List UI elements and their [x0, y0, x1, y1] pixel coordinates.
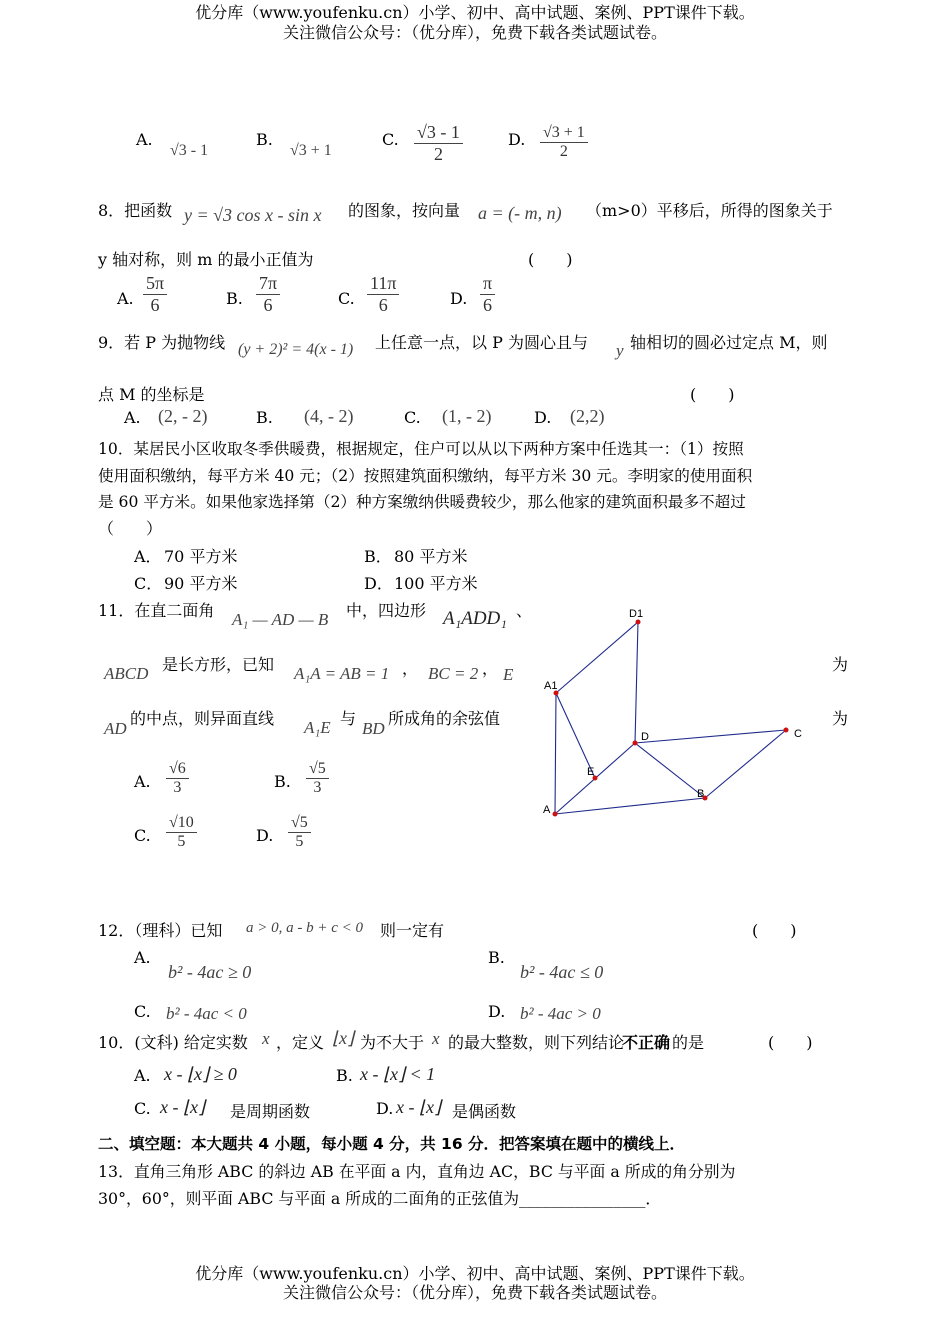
- q7-d-num: √3 + 1: [540, 124, 588, 143]
- q11-option-b-frac: [306, 760, 329, 797]
- q8-option-c-frac: [367, 273, 399, 316]
- q7-option-c-label: C.: [382, 130, 399, 149]
- q7-c-den: 2: [433, 144, 443, 164]
- q12-tail: 则一定有: [380, 921, 445, 940]
- q11-comma: 、: [516, 601, 533, 620]
- q10-answer-paren: （ ）: [98, 519, 163, 538]
- footer-line-1: 优分库（www.youfenku.cn）小学、初中、高中试题、案例、PPT课件下载。: [195, 1264, 755, 1283]
- q8-c-den: 6: [378, 295, 388, 315]
- edge-a1-a: [555, 693, 556, 814]
- q12-option-c-value: b² - 4ac < 0: [166, 1004, 247, 1023]
- q11-e: E: [503, 665, 514, 684]
- q11-option-a-label: A.: [134, 772, 151, 791]
- edge-d-c: [635, 730, 786, 743]
- q10w-bold: 不正确: [622, 1033, 671, 1052]
- q12-option-b-value: b² - 4ac ≤ 0: [520, 962, 604, 982]
- q7-option-b-expr: √3 + 1: [290, 142, 332, 159]
- q9-option-c-label: C.: [404, 408, 421, 427]
- q7-option-a-label: A.: [136, 130, 153, 149]
- section-2-title: 二、填空题：本大题共 4 小题，每小题 4 分，共 16 分．把答案填在题中的横线上．: [98, 1135, 686, 1153]
- q7-option-c-frac: [414, 122, 463, 165]
- q10w-option-a-label: A.: [134, 1066, 151, 1085]
- edge-d1-a1: [556, 622, 638, 693]
- q11-b-num: √5: [306, 760, 329, 779]
- q8-option-a-frac: [143, 273, 167, 316]
- header-line-2: 关注微信公众号：（优分库），免费下载各类试题试卷。: [282, 23, 667, 42]
- q12-option-b-label: B.: [488, 948, 505, 967]
- q10w-def: ，定义: [276, 1033, 325, 1052]
- q10w-number: 10．(文科) 给定实数: [98, 1033, 248, 1052]
- q10w-tail: 的最大整数，则下列结论: [448, 1033, 625, 1052]
- q10-option-b-value: 80 平方米: [394, 547, 468, 566]
- q8-c-num: 11π: [367, 273, 399, 295]
- q9-option-c-value: (1, - 2): [442, 406, 492, 426]
- q11-option-c-frac: [166, 814, 197, 851]
- q11-abcd: ABCD: [104, 664, 149, 683]
- label-a1: A1: [544, 680, 558, 692]
- q10-option-c-value: 90 平方米: [164, 574, 238, 593]
- edge-c-b: [705, 730, 786, 798]
- q11-wei-2: 为: [832, 709, 849, 728]
- edge-d-b: [635, 743, 705, 798]
- q11-bd: BD: [362, 719, 385, 738]
- q10-option-d-label: D．: [364, 574, 393, 593]
- label-e: E: [587, 766, 595, 778]
- q12-condition: a > 0, a - b + c < 0: [246, 920, 364, 936]
- q11-c-num: √10: [166, 814, 197, 833]
- q7-option-b-label: B.: [256, 130, 273, 149]
- q11-ad: AD: [104, 719, 127, 738]
- q10-line-3: 是 60 平方米。如果他家选择第（2）种方案缴纳供暖费较少，那么他家的建筑面积最多不超过: [98, 493, 746, 511]
- q11-number: 11．在直二面角: [98, 601, 215, 620]
- q10w-mid: 为不大于: [360, 1033, 425, 1052]
- q10w-option-b-value: x - ⌊x⌋ < 1: [360, 1064, 436, 1084]
- q9-answer-paren: ( ): [690, 385, 735, 404]
- q8-option-a-label: A.: [117, 289, 134, 308]
- q10-line-2: 使用面积缴纳，每平方米 40 元；（2）按照建筑面积缴纳，每平方米 30 元。李明家的使用面积: [98, 467, 753, 485]
- q11-option-a-frac: [166, 760, 189, 797]
- q7-option-d-label: D.: [508, 130, 526, 149]
- q8-d-num: π: [480, 273, 495, 295]
- point-a: [553, 812, 558, 817]
- q8-a-den: 6: [150, 295, 160, 315]
- q9-y: y: [616, 341, 624, 360]
- q11-option-d-label: D.: [256, 826, 274, 845]
- q10w-option-c-label: C.: [134, 1099, 151, 1118]
- q10-line-1: 10．某居民小区收取冬季供暖费，根据规定，住户可以从以下两种方案中任选其一：（1）按照: [98, 440, 744, 458]
- q11-option-d-frac: [288, 814, 311, 851]
- q10-option-a-label: A．: [134, 547, 162, 566]
- q13-line-1: 13．直角三角形 ABC 的斜边 AB 在平面 a 内，直角边 AC，BC 与平面 a 所成的角分别为: [98, 1162, 736, 1181]
- q11-a1e: A₁E: [304, 718, 331, 737]
- point-d: [633, 741, 638, 746]
- q10w-x-1: x: [262, 1029, 270, 1048]
- q7-d-den: 2: [559, 143, 568, 160]
- q9-option-d-value: (2,2): [570, 406, 605, 426]
- q8-option-c-label: C.: [338, 289, 355, 308]
- q11-d-den: 5: [295, 833, 304, 850]
- q8-a-num: 5π: [143, 273, 167, 295]
- q11-mid2: 的中点，则异面直线: [130, 709, 275, 728]
- q11-sep-2: ，: [482, 659, 499, 678]
- q12-option-a-label: A.: [134, 948, 151, 967]
- q11-a-den: 3: [173, 779, 182, 796]
- edge-a-b: [555, 798, 705, 814]
- q9-option-b-value: (4, - 2): [304, 406, 354, 426]
- q7-option-a-expr: √3 - 1: [170, 142, 209, 159]
- q8-option-b-label: B.: [226, 289, 243, 308]
- q9-option-d-label: D.: [534, 408, 552, 427]
- q8-b-den: 6: [263, 295, 273, 315]
- q8-option-d-label: D.: [450, 289, 468, 308]
- q10w-option-d-label: D.: [376, 1099, 394, 1118]
- q9-option-a-label: A.: [124, 408, 141, 427]
- q8-tail: （m>0）平移后，所得的图象关于: [586, 201, 833, 220]
- q7-option-d-frac: [540, 124, 588, 161]
- q11-a-num: √6: [166, 760, 189, 779]
- q8-line-2: y 轴对称，则 m 的最小正值为: [98, 250, 314, 269]
- q11-eq1: A₁A = AB = 1: [294, 664, 390, 683]
- q10w-end: 的是: [672, 1033, 705, 1052]
- edge-d1-d: [635, 622, 638, 743]
- q7-c-num: √3 - 1: [414, 122, 463, 144]
- q12-option-d-label: D.: [488, 1002, 506, 1021]
- q10w-option-c-value: x - ⌊x⌋: [160, 1097, 206, 1117]
- q12-option-a-value: b² - 4ac ≥ 0: [168, 962, 252, 982]
- q9-option-a-value: (2, - 2): [158, 406, 208, 426]
- q11-wei-1: 为: [832, 655, 849, 674]
- q10w-x-2: x: [432, 1029, 440, 1048]
- q8-option-b-frac: [256, 273, 280, 316]
- q8-b-num: 7π: [256, 273, 280, 295]
- q12-answer-paren: ( ): [752, 921, 797, 940]
- q10-option-c-label: C．: [134, 574, 163, 593]
- q13-line-2: 30°，60°，则平面 ABC 与平面 a 所成的二面角的正弦值为________________．: [98, 1189, 662, 1208]
- q11-tail: 所成角的余弦值: [388, 709, 501, 728]
- q9-option-b-label: B.: [256, 408, 273, 427]
- q10w-option-c-suffix: 是周期函数: [230, 1102, 311, 1121]
- q11-option-b-label: B.: [274, 772, 291, 791]
- q11-d-num: √5: [288, 814, 311, 833]
- q11-option-c-label: C.: [134, 826, 151, 845]
- q10w-answer-paren: ( ): [768, 1033, 813, 1052]
- q10w-option-a-value: x - ⌊x⌋ ≥ 0: [164, 1064, 237, 1084]
- q9-equation: (y + 2)² = 4(x - 1): [238, 341, 354, 358]
- q11-b-den: 3: [313, 779, 322, 796]
- q11-rect: 是长方形，已知: [162, 655, 275, 674]
- label-a: A: [543, 804, 551, 816]
- q12-number: 12．（理科）已知: [98, 921, 223, 940]
- q12-option-c-label: C.: [134, 1002, 151, 1021]
- label-d1: D1: [629, 608, 644, 620]
- q10-option-d-value: 100 平方米: [394, 574, 478, 593]
- q11-quad: A₁ADD₁: [443, 608, 507, 629]
- q11-geometry-figure: [538, 605, 808, 825]
- q8-number: 8．把函数: [98, 201, 173, 220]
- footer-line-2: 关注微信公众号：（优分库），免费下载各类试题试卷。: [282, 1283, 667, 1302]
- q9-number: 9．若 P 为抛物线: [98, 333, 226, 352]
- point-c: [784, 728, 789, 733]
- q9-line-2: 点 M 的坐标是: [98, 385, 205, 404]
- q8-vector: a = (- m, n): [478, 203, 562, 223]
- q10w-floor: ⌊x⌋: [332, 1028, 355, 1048]
- q11-eq2: BC = 2: [428, 664, 479, 683]
- q12-option-d-value: b² - 4ac > 0: [520, 1004, 601, 1023]
- q8-d-den: 6: [483, 295, 493, 315]
- header-line-1: 优分库（www.youfenku.cn）小学、初中、高中试题、案例、PPT课件下载。: [195, 3, 755, 22]
- label-d: D: [641, 731, 649, 743]
- q11-yu: 与: [340, 709, 357, 728]
- q8-option-d-frac: [480, 273, 495, 316]
- q10-option-b-label: B．: [364, 547, 392, 566]
- q11-dihedral: A₁ — AD — B: [232, 610, 329, 629]
- q9-mid: 上任意一点，以 P 为圆心且与: [375, 333, 588, 352]
- q8-mid: 的图象，按向量: [348, 201, 461, 220]
- q9-tail: 轴相切的圆必过定点 M，则: [630, 333, 828, 352]
- label-b: B: [697, 788, 705, 800]
- q11-sep-1: ，: [402, 659, 419, 678]
- q10w-option-d-suffix: 是偶函数: [452, 1102, 517, 1121]
- q10w-option-d-value: x - ⌊x⌋: [396, 1097, 442, 1117]
- q11-c-den: 5: [177, 833, 186, 850]
- point-d1: [636, 620, 641, 625]
- q8-answer-paren: ( ): [528, 250, 573, 269]
- label-c: C: [794, 728, 802, 740]
- q11-mid: 中，四边形: [346, 601, 427, 620]
- q10w-option-b-label: B.: [336, 1066, 353, 1085]
- q10-option-a-value: 70 平方米: [164, 547, 238, 566]
- q8-function: y = √3 cos x - sin x: [184, 205, 322, 225]
